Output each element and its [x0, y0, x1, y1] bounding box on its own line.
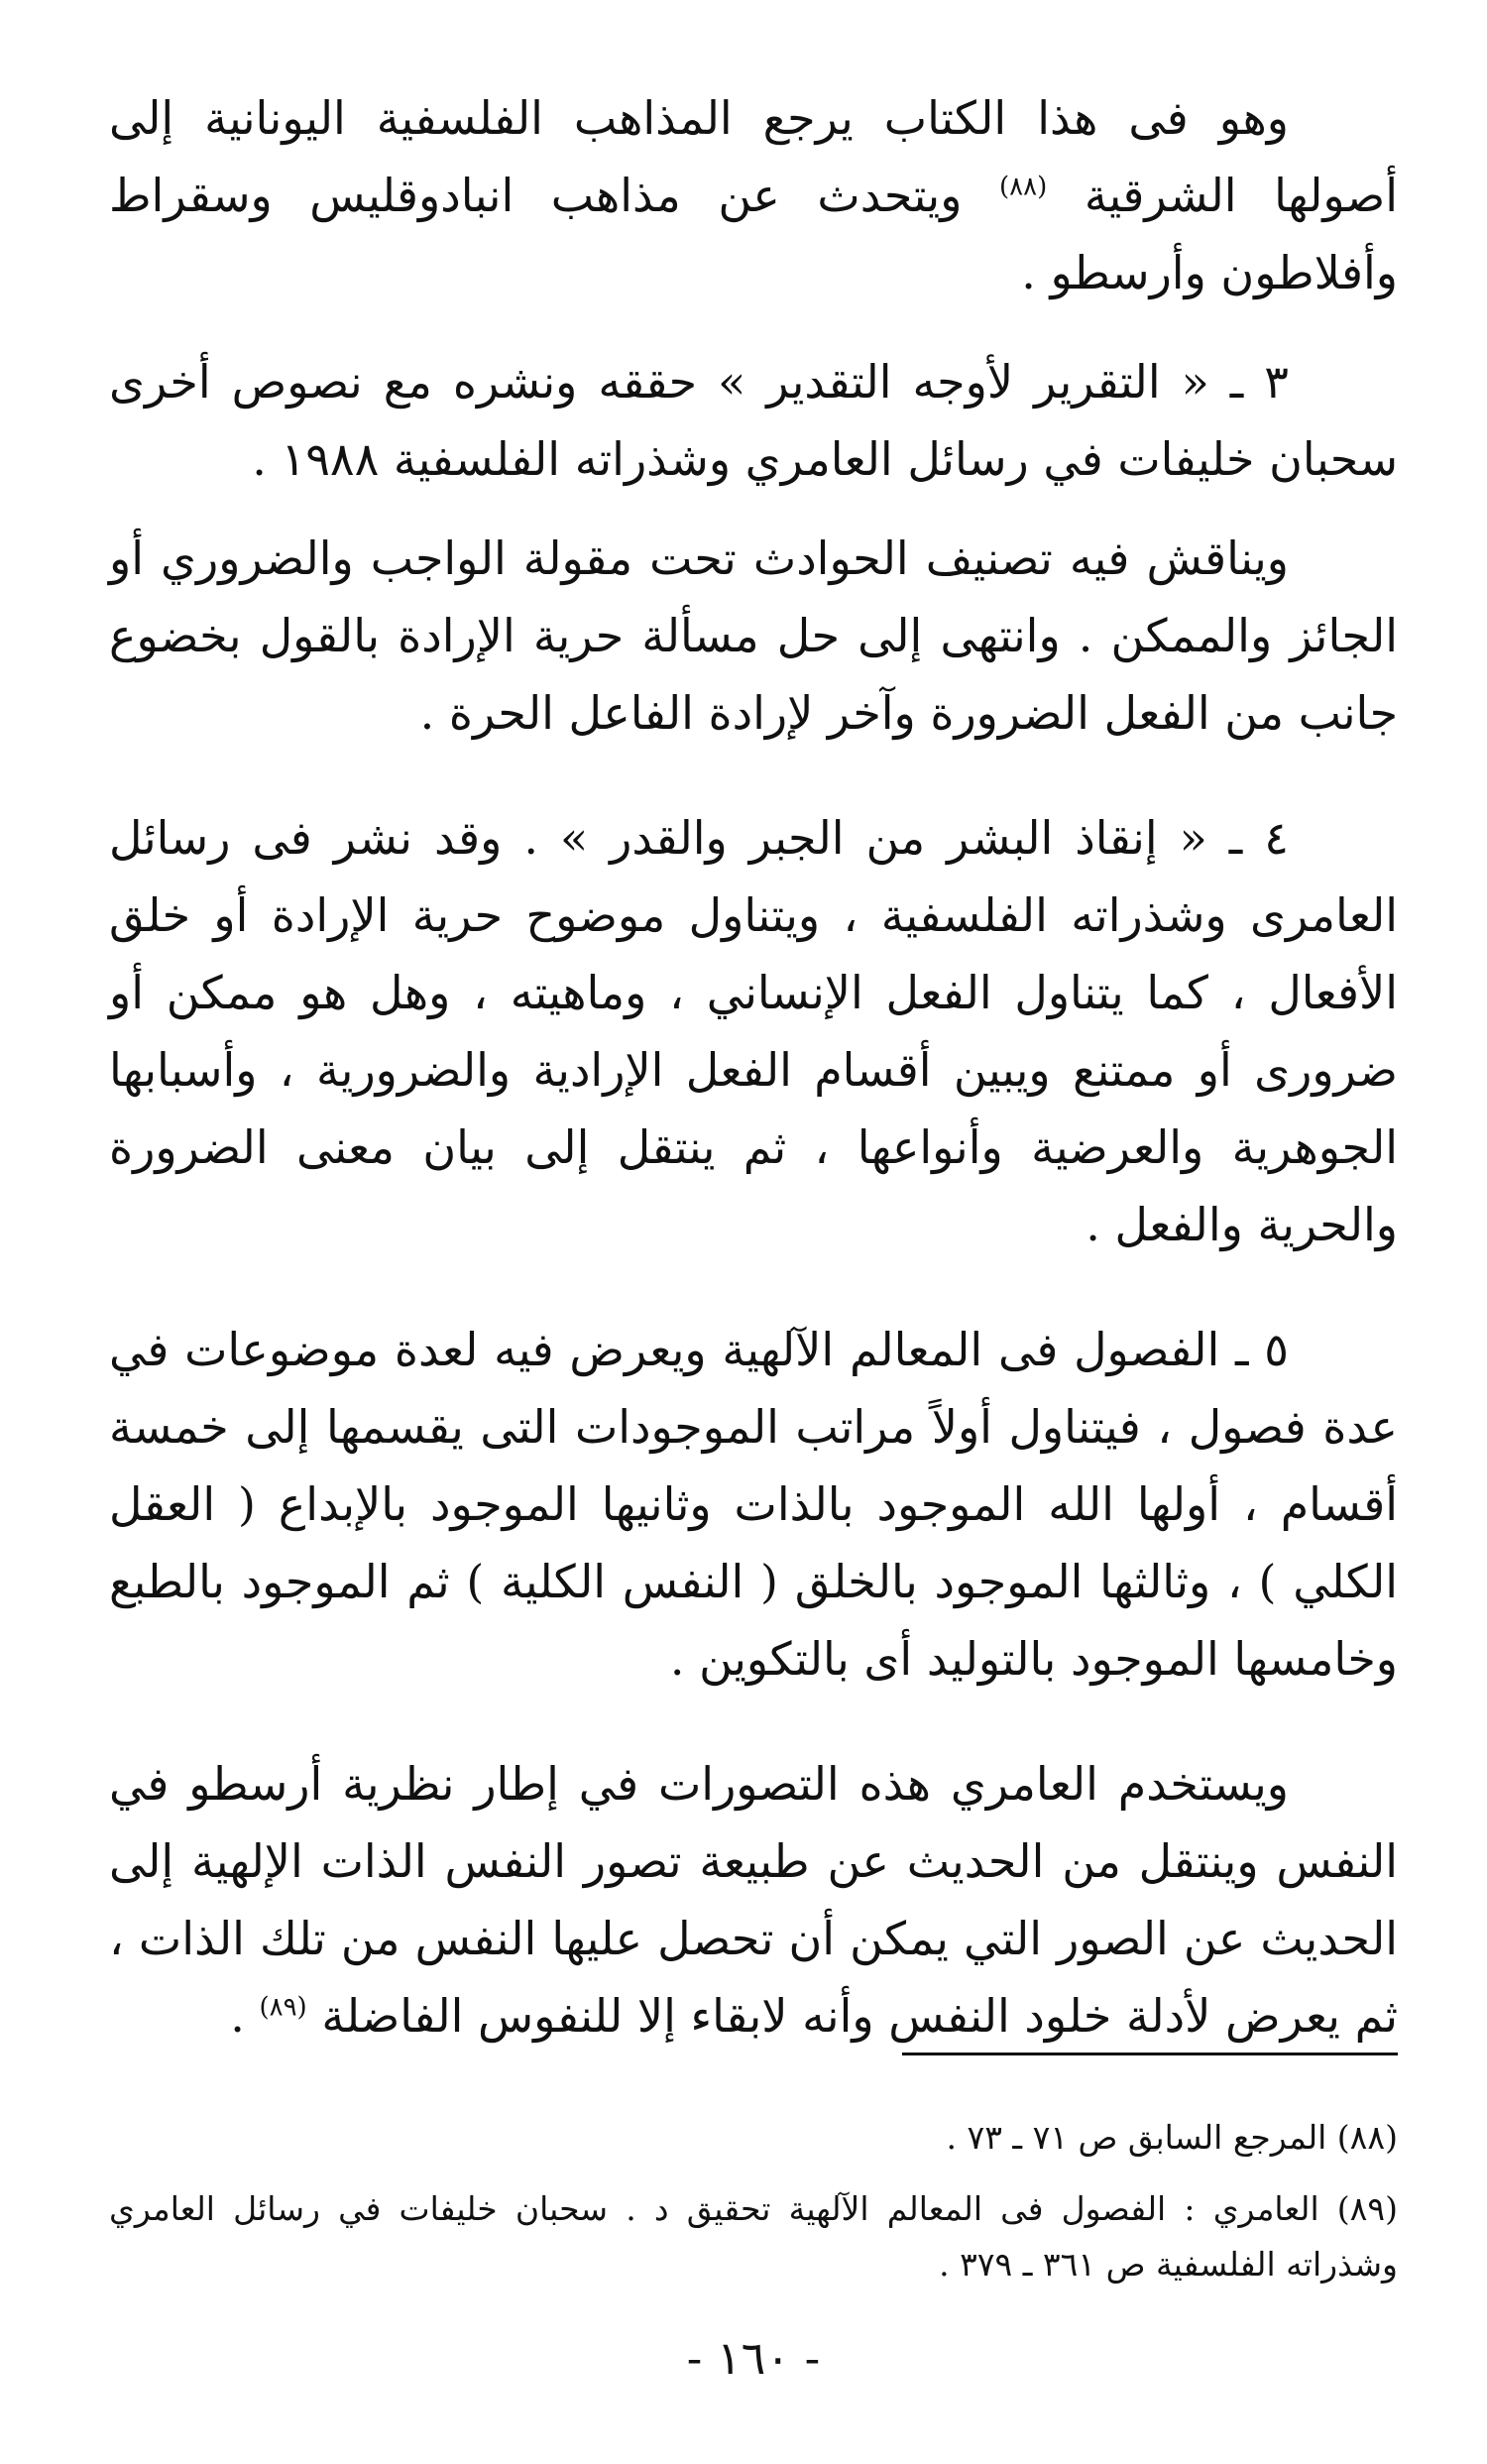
- paragraph-1-continuation: ويتحدث عن مذاهب انبادوقليس وسقراط وأفلاطون وأرسطو .: [109, 169, 1398, 299]
- footnote-ref-88: (٨٨): [999, 172, 1048, 202]
- paragraph-1: [109, 79, 1398, 311]
- paragraph-2-text: ٣ ـ « التقرير لأوجه التقدير » حققه ونشره مع نصوص أخرى سحبان خليفات في رسائل العامري وشذراته الفلسفية ١٩٨٨ .: [109, 355, 1398, 486]
- footnote-89: (٨٩) العامري : الفصول فى المعالم الآلهية تحقيق د . سحبان خليفات في رسائل العامري وشذراته الفلسفية ص ٣٦١ ـ ٣٧٩ .: [109, 2189, 1398, 2284]
- footnotes-section: [109, 2053, 1398, 2292]
- paragraph-5-text: ٥ ـ الفصول فى المعالم الآلهية ويعرض فيه لعدة موضوعات في عدة فصول ، فيتناول أولاً مراتب الموجودات التى يقسمها إلى خمسة أقسام ، أولها الله الموجود بالذات وثانيها الموجود بالإبداع ( العقل الكلي ) ، وثالثها الموجود بالخلق ( النفس الكلية ) ثم الموجود بالطبع وخامسها الموجود بالتوليد أى بالتكوين .: [109, 1323, 1398, 1686]
- footnote-ref-89: (٨٩): [259, 1992, 307, 2023]
- paragraph-6-continuation: .: [230, 1989, 245, 2043]
- paragraph-6-text: ويستخدم العامري هذه التصورات في إطار نظرية أرسطو في النفس وينتقل من الحديث عن طبيعة تصور النفس الذات الإلهية إلى الحديث عن الصور التي يمكن أن تحصل عليها النفس من تلك الذات ، ثم يعرض لأدلة خلود النفس وأنه لابقاء إلا للنفوس الفاضلة: [109, 1757, 1398, 2043]
- paragraph-5-item-5: [109, 1311, 1398, 1698]
- paragraph-3-text: ويناقش فيه تصنيف الحوادث تحت مقولة الواجب والضروري أو الجائز والممكن . وانتهى إلى حل مسألة حرية الإرادة بالقول بخضوع جانب من الفعل الضرورة وآخر لإرادة الفاعل الحرة .: [109, 531, 1398, 740]
- paragraph-4-text: ٤ ـ « إنقاذ البشر من الجبر والقدر » . وقد نشر فى رسائل العامرى وشذراته الفلسفية ، ويتناول موضوح حرية الإرادة أو خلق الأفعال ، كما يتناول الفعل الإنساني ، وماهيته ، وهل هو ممكن أو ضرورى أو ممتنع ويبين أقسام الفعل الإرادية والضرورية ، وأسبابها الجوهرية والعرضية وأنواعها ، ثم ينتقل إلى بيان معنى الضرورة والحرية والفعل .: [109, 811, 1398, 1251]
- page-number: - ١٦٠ -: [686, 2331, 821, 2385]
- paragraph-2-item-3: [109, 343, 1398, 498]
- paragraph-6: [109, 1745, 1398, 2054]
- footnote-88: (٨٨) المرجع السابق ص ٧١ ـ ٧٣ .: [946, 2118, 1398, 2157]
- paragraph-4-item-4: [109, 799, 1398, 1263]
- paragraph-1-text: وهو فى هذا الكتاب يرجع المذاهب الفلسفية اليونانية إلى أصولها الشرقية: [109, 91, 1398, 222]
- book-page: [109, 79, 1398, 2439]
- paragraph-3: [109, 520, 1398, 752]
